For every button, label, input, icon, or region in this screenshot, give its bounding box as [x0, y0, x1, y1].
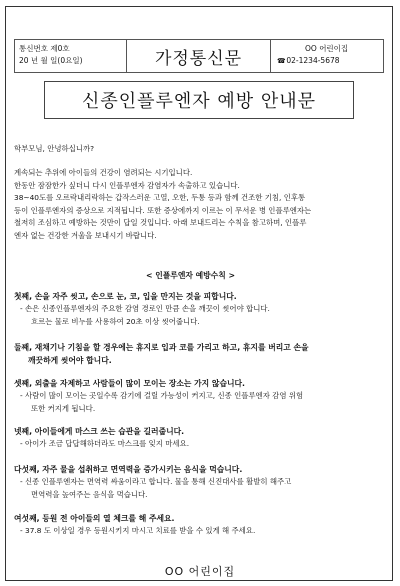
rule-heading: 넷째, 아이들에게 마스크 쓰는 습관을 길러줍니다.: [14, 427, 185, 436]
rule-heading: 셋째, 외출을 자제하고 사람들이 많이 모이는 장소는 가지 않습니다.: [14, 379, 245, 388]
rule-item: [14, 341, 386, 367]
rule-heading: 첫째, 손을 자주 씻고, 손으로 눈, 코, 입을 만지는 것을 피합니다.: [14, 292, 237, 301]
intro-line: 한동안 잠잠한가 싶더니 다시 인플루엔자 감염자가 속출하고 있습니다.: [14, 180, 240, 190]
rule-detail: - 사람이 많이 모이는 곳일수록 감기에 걸릴 가능성이 커지고, 신종 인플루엔자 감염 위험 또한 커지게 됩니다.: [20, 391, 304, 413]
issue-date: 20 년 월 일(0요일): [19, 56, 83, 65]
rule-detail: - 아이가 조금 답답해하더라도 마스크를 잊지 마세요.: [20, 439, 190, 448]
rule-heading: 여섯째, 등원 전 아이들의 열 체크를 해 주세요.: [14, 514, 175, 523]
footer-org-name: OO 어린이집: [164, 565, 236, 578]
rule-heading: 다섯째, 자주 물을 섭취하고 면역력을 증가시키는 음식을 먹습니다.: [14, 465, 243, 474]
phone-icon: ☎: [277, 57, 286, 65]
rule-detail: - 신종 인플루엔자는 면역력 싸움이라고 합니다. 물을 통해 신진대사를 활발히 해주고 면역력을 높여주는 음식을 먹습니다.: [20, 477, 292, 499]
rule-detail: - 37.8 도 이상일 경우 등원시키지 마시고 치료를 받을 수 있게 해 주세요.: [20, 526, 256, 535]
rule-heading: 둘째, 재채기나 기침을 할 경우에는 휴지로 입과 코를 가리고 하고, 휴지를 버리고 손을 깨끗하게 씻어야 합니다.: [14, 343, 309, 365]
notice-type-title: 가정통신문: [127, 40, 271, 72]
intro-line: 계속되는 추위에 아이들의 건강이 염려되는 시기입니다.: [14, 168, 193, 177]
intro-paragraph: [14, 167, 386, 242]
intro-line: 38~40도를 오르락내리락하는 갑작스러운 고열, 오한, 두통 등과 함께 건조한 기침, 인후통: [14, 193, 306, 202]
rule-item: [14, 463, 386, 501]
notice-page: [5, 6, 393, 581]
rule-item: [14, 512, 386, 538]
org-name: OO 어린이집: [305, 44, 349, 53]
issue-number: 통신번호 제0호: [19, 44, 70, 53]
notice-header: [14, 39, 384, 73]
rule-item: [14, 425, 386, 451]
intro-line: 등이 인플루엔자의 증상으로 지적됩니다. 또한 증상에까지 이르는 이 무서운 병 인플루엔자는: [14, 205, 312, 215]
intro-line: 엔자 없는 건강한 겨울을 보내시기 바랍니다.: [14, 230, 157, 240]
intro-line: 철저히 조심하고 예방하는 것만이 답일 것입니다. 아래 보내드리는 수칙을 참고하며, 인플루: [14, 218, 307, 227]
greeting: 학부모님, 안녕하십니까?: [14, 144, 95, 153]
document-title: 신종인플루엔자 예방 안내문: [44, 81, 354, 119]
rule-item: [14, 377, 386, 415]
rules-heading: < 인플루엔자 예방수칙 >: [146, 271, 235, 280]
contact-info: [271, 40, 383, 72]
issue-info: [15, 40, 127, 72]
phone-number: 02-1234-5678: [286, 56, 340, 65]
rule-item: [14, 290, 386, 328]
rule-detail: - 손은 신종인플루엔자의 주요한 감염 경로인 만큼 손을 깨끗이 씻어야 합니다. 흐르는 물로 비누를 사용하여 20초 이상 씻어줍니다.: [20, 304, 270, 326]
